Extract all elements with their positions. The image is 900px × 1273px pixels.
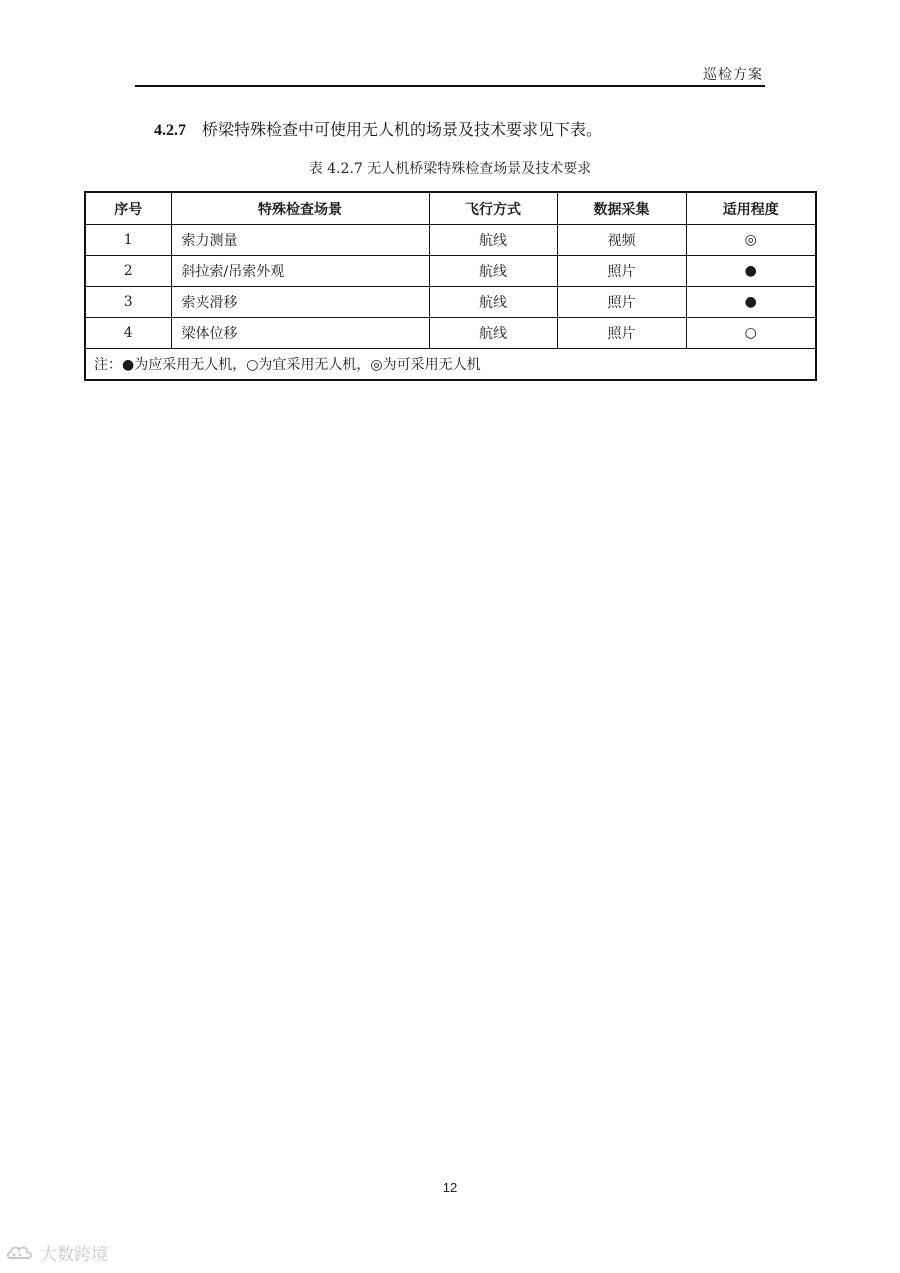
cell-no: 1: [85, 225, 171, 256]
table-row: [85, 318, 816, 349]
cloud-logo-icon: [6, 1242, 34, 1264]
cell-flight: 航线: [429, 256, 557, 287]
cell-flight: 航线: [429, 225, 557, 256]
header-divider: [135, 85, 765, 87]
requirements-table-wrapper: [84, 191, 815, 381]
watermark: [6, 1240, 108, 1265]
cell-no: 2: [85, 256, 171, 287]
table-header-row: [85, 192, 816, 225]
cell-no: 4: [85, 318, 171, 349]
page-number: 12: [442, 1180, 458, 1195]
table-note: 注：●为应采用无人机，○为宜采用无人机，◎为可采用无人机: [85, 349, 816, 381]
cell-data: 照片: [557, 318, 686, 349]
header-cell-data: 数据采集: [557, 192, 686, 225]
cell-scene: 索力测量: [171, 225, 429, 256]
cell-scene: 斜拉索/吊索外观: [171, 256, 429, 287]
table-note-row: [85, 349, 816, 381]
cell-flight: 航线: [429, 287, 557, 318]
running-header: 巡检方案: [703, 67, 763, 83]
cell-data: 视频: [557, 225, 686, 256]
watermark-text: 大数跨境: [40, 1245, 108, 1265]
cell-level: ●: [686, 287, 816, 318]
cell-no: 3: [85, 287, 171, 318]
cell-level: ○: [686, 318, 816, 349]
header-cell-level: 适用程度: [686, 192, 816, 225]
table-caption: 表 4.2.7 无人机桥梁特殊检查场景及技术要求: [308, 161, 592, 177]
section-number: 4.2.7: [154, 122, 186, 139]
section-text: 桥梁特殊检查中可使用无人机的场景及技术要求见下表。: [202, 120, 603, 139]
requirements-table: [84, 191, 817, 381]
header-cell-flight: 飞行方式: [429, 192, 557, 225]
table-row: [85, 287, 816, 318]
header-cell-no: 序号: [85, 192, 171, 225]
table-row: [85, 256, 816, 287]
cell-flight: 航线: [429, 318, 557, 349]
cell-level: ●: [686, 256, 816, 287]
cell-scene: 梁体位移: [171, 318, 429, 349]
header-cell-scene: 特殊检查场景: [171, 192, 429, 225]
cell-level: ◎: [686, 225, 816, 256]
section-paragraph: [154, 117, 602, 140]
cell-scene: 索夹滑移: [171, 287, 429, 318]
table-row: [85, 225, 816, 256]
cell-data: 照片: [557, 256, 686, 287]
cell-data: 照片: [557, 287, 686, 318]
